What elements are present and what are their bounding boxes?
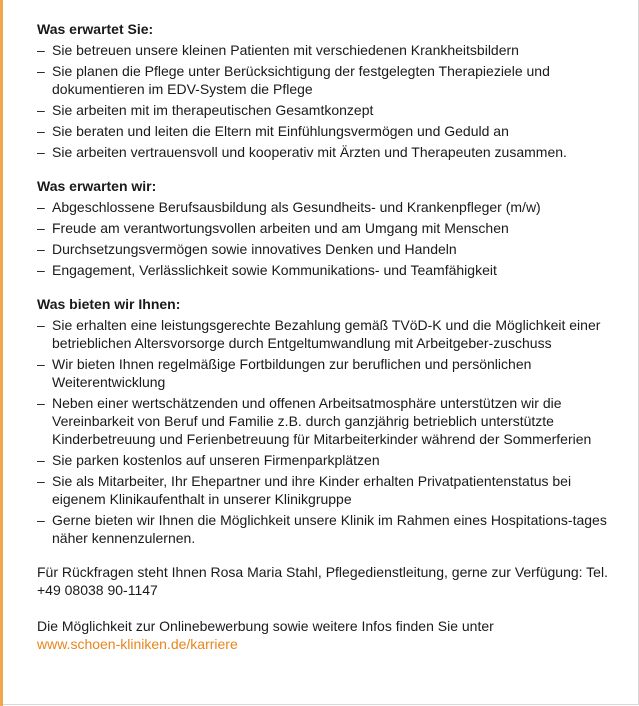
section-was-erwarten-wir: [37, 177, 627, 279]
list-item-text: Durchsetzungsvermögen sowie innovatives Denken und Handeln: [52, 241, 457, 257]
list-item: [37, 316, 627, 352]
list-item-text: Sie beraten und leiten die Eltern mit Einfühlungsvermögen und Geduld an: [52, 123, 509, 139]
careers-link[interactable]: www.schoen-kliniken.de/karriere: [37, 636, 238, 652]
list-item: [37, 41, 627, 59]
list-item: [37, 355, 627, 391]
list-item-text: Sie parken kostenlos auf unseren Firmenparkplätzen: [52, 452, 380, 468]
accent-bar: [0, 0, 3, 706]
dash-marker: –: [37, 512, 45, 528]
section-title: Was bieten wir Ihnen:: [37, 296, 181, 312]
dash-marker: –: [37, 452, 45, 468]
list-item: [37, 472, 627, 508]
list-item-text: Engagement, Verlässlichkeit sowie Kommunikations- und Teamfähigkeit: [52, 262, 497, 278]
list-item-text: Sie erhalten eine leistungsgerechte Bezahlung gemäß TVöD-K und die Möglichkeit einer betrieblichen Altersvorsorge durch Entgeltumwandlung mit Arbeitgeber-zuschuss: [52, 317, 601, 351]
list-item-text: Sie arbeiten mit im therapeutischen Gesamtkonzept: [52, 102, 374, 118]
dash-marker: –: [37, 473, 45, 489]
list-item-text: Sie arbeiten vertrauensvoll und kooperativ mit Ärzten und Therapeuten zusammen.: [52, 144, 567, 160]
list-item: [37, 394, 627, 448]
section-title: Was erwarten wir:: [37, 178, 157, 194]
section-was-erwartet-sie: [37, 20, 627, 161]
dash-marker: –: [37, 395, 45, 411]
bullet-list: [37, 316, 627, 547]
dash-marker: –: [37, 317, 45, 333]
list-item-text: Gerne bieten wir Ihnen die Möglichkeit unsere Klinik im Rahmen eines Hospitations-tages näher kennenzulernen.: [52, 512, 607, 546]
dash-marker: –: [37, 241, 45, 257]
dash-marker: –: [37, 63, 45, 79]
dash-marker: –: [37, 199, 45, 215]
apply-text: Die Möglichkeit zur Onlinebewerbung sowie weitere Infos finden Sie unter: [37, 618, 494, 634]
dash-marker: –: [37, 42, 45, 58]
bullet-list: [37, 41, 627, 161]
apply-paragraph: [37, 617, 627, 653]
list-item-text: Wir bieten Ihnen regelmäßige Fortbildungen zur beruflichen und persönlichen Weiterentwicklung: [52, 356, 532, 390]
section-was-bieten-wir-ihnen: [37, 295, 627, 547]
list-item-text: Freude am verantwortungsvollen arbeiten und am Umgang mit Menschen: [52, 220, 509, 236]
list-item: [37, 511, 627, 547]
list-item-text: Neben einer wertschätzenden und offenen Arbeitsatmosphäre unterstützen wir die Vereinbarkeit von Beruf und Familie z.B. durch ganzjährig betrieblich unterstützte Kinderbetreuung und Ferienbetreuung für Mitarbeiterkinder während der Sommerferien: [52, 395, 592, 447]
list-item: [37, 122, 627, 140]
list-item: [37, 101, 627, 119]
dash-marker: –: [37, 262, 45, 278]
list-item-text: Abgeschlossene Berufsausbildung als Gesundheits- und Krankenpfleger (m/w): [52, 199, 541, 215]
list-item: [37, 62, 627, 98]
list-item: [37, 261, 627, 279]
dash-marker: –: [37, 102, 45, 118]
job-description: [37, 20, 627, 671]
dash-marker: –: [37, 123, 45, 139]
section-title: Was erwartet Sie:: [37, 21, 154, 37]
dash-marker: –: [37, 356, 45, 372]
dash-marker: –: [37, 220, 45, 236]
list-item: [37, 451, 627, 469]
list-item: [37, 219, 627, 237]
list-item: [37, 240, 627, 258]
list-item: [37, 198, 627, 216]
list-item-text: Sie als Mitarbeiter, Ihr Ehepartner und ihre Kinder erhalten Privatpatientenstatus bei eigenem Klinikaufenthalt in unserer Klinikgruppe: [52, 473, 572, 507]
bullet-list: [37, 198, 627, 279]
dash-marker: –: [37, 144, 45, 160]
list-item: [37, 143, 627, 161]
list-item-text: Sie planen die Pflege unter Berücksichtigung der festgelegten Therapieziele und dokumentieren im EDV-System die Pflege: [52, 63, 550, 97]
contact-paragraph: Für Rückfragen steht Ihnen Rosa Maria Stahl, Pflegedienstleitung, gerne zur Verfügung: Tel. +49 08038 90-1147: [37, 564, 608, 598]
list-item-text: Sie betreuen unsere kleinen Patienten mit verschiedenen Krankheitsbildern: [52, 42, 519, 58]
